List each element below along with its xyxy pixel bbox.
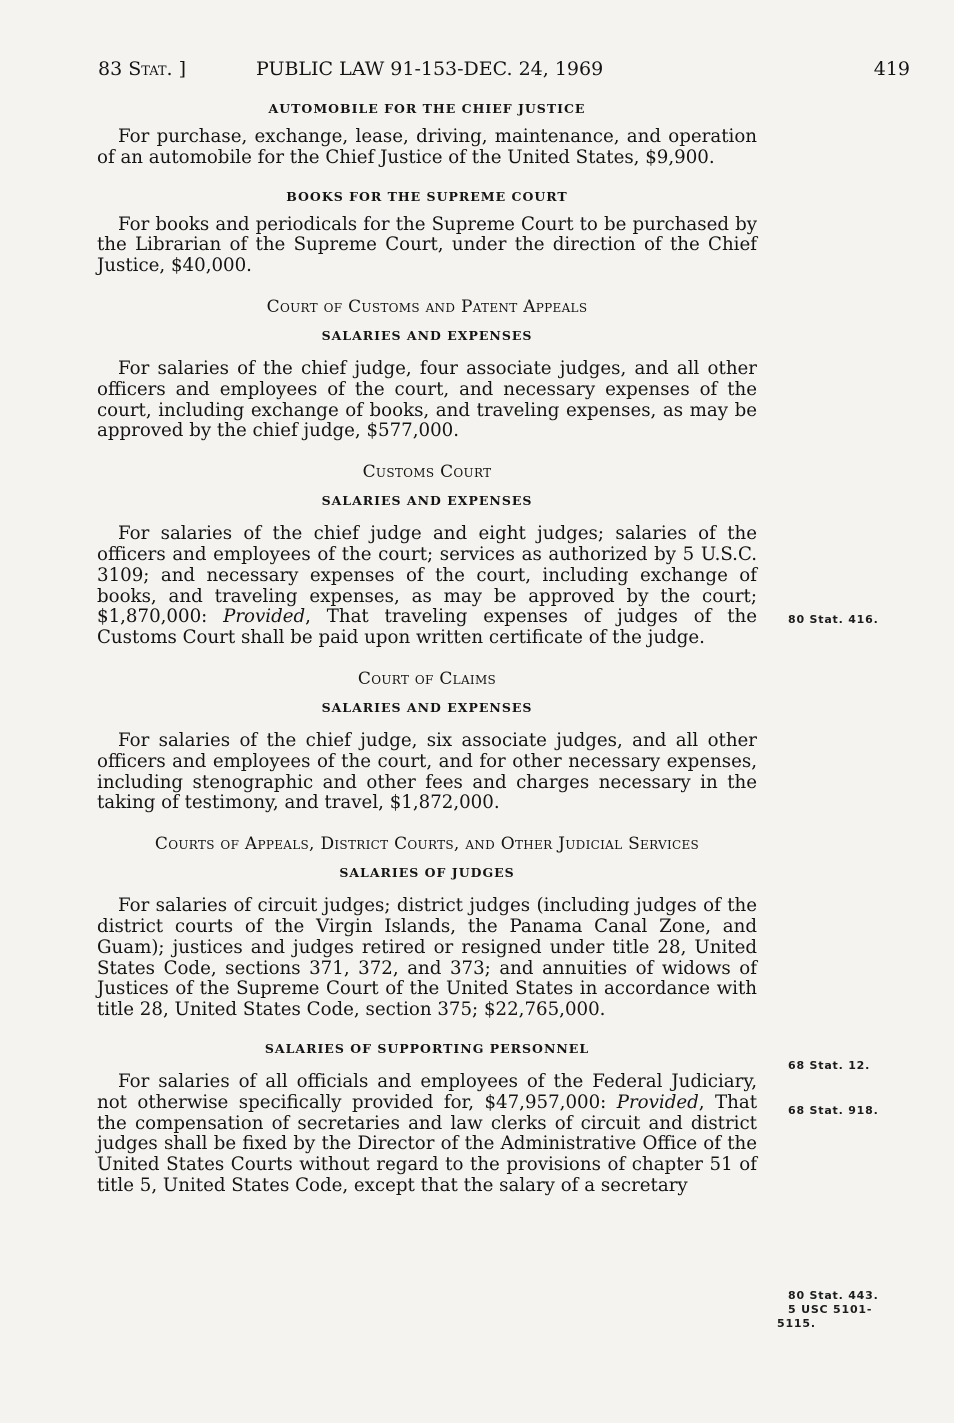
paragraph-text: , That the compensation of secretaries and law clerks of circuit and district judges shall be fixed by the Director of the Administrative Office of the United States Courts without regard to the provisions of chapter 51 of title 5, United States Code, except that the salary of a secretary xyxy=(97,1091,757,1196)
paragraph-text: For salaries of the chief judge and eight judges; salaries of the officers and employees of the court; services as authorized by 5 U.S.C. 3109; and necessary expenses of the court, including exchange of books, and traveling expenses, as may be approved by the court; $1,870,000: xyxy=(97,523,757,628)
section-heading: Court of Claims xyxy=(357,668,497,689)
proviso-word: Provided xyxy=(616,1091,699,1113)
section-heading: Courts of Appeals, District Courts, and Other Judicial Services xyxy=(154,834,700,855)
margin-note: 68 Stat. 12. xyxy=(788,1059,871,1072)
running-title: PUBLIC LAW 91-153-DEC. 24, 1969 xyxy=(256,58,604,80)
section-heading: Court of Customs and Patent Appeals xyxy=(266,296,588,317)
paragraph-text: , That traveling expenses of judges of the Customs Court shall be paid upon written certificate of the judge. xyxy=(97,606,757,649)
margin-note: 80 Stat. 443. xyxy=(788,1289,879,1302)
proviso-word: Provided xyxy=(223,606,306,628)
section-label: AUTOMOBILE FOR THE CHIEF JUSTICE xyxy=(268,101,586,116)
paragraph: For salaries of the chief judge, six associate judges, and all other officers and employees of the court, and for other necessary expenses, including stenographic and other fees and charges necessary in the taking of testimony, and travel, $1,872,000. xyxy=(97,729,757,814)
paragraph-text: For salaries of all officials and employees of the Federal Judiciary, not otherwise specifically provided for, $47,957,000: xyxy=(97,1070,757,1113)
section-label: SALARIES OF SUPPORTING PERSONNEL xyxy=(264,1040,590,1056)
section-heading: Customs Court xyxy=(362,462,492,483)
paragraph xyxy=(97,524,757,649)
section-label: BOOKS FOR THE SUPREME COURT xyxy=(286,188,568,204)
paragraph xyxy=(97,1072,757,1197)
paragraph: For books and periodicals for the Supreme Court to be purchased by the Librarian of the Supreme Court, under the direction of the Chief Justice, $40,000. xyxy=(97,213,757,277)
page-header xyxy=(98,58,910,80)
margin-note: 5115. xyxy=(777,1317,816,1330)
section-label: SALARIES AND EXPENSES xyxy=(321,493,533,509)
section-label: SALARIES AND EXPENSES xyxy=(321,699,533,715)
section-label: SALARIES OF JUDGES xyxy=(339,865,515,881)
page-number: 419 xyxy=(873,58,910,80)
paragraph: For salaries of circuit judges; district judges (including judges of the district courts of the Virgin Islands, the Panama Canal Zone, and Guam); justices and judges retired or resigned under title 28, United States Code, sections 371, 372, and 373; and annuities of widows of Justices of the Supreme Court of the United States in accordance with title 28, United States Code, section 375; $22,765,000. xyxy=(97,895,757,1021)
section-label: SALARIES AND EXPENSES xyxy=(321,327,533,343)
margin-note: 5 USC 5101- xyxy=(788,1303,873,1316)
volume-reference: 83 Stat. ] xyxy=(98,58,187,80)
paragraph: For purchase, exchange, lease, driving, maintenance, and operation of an automobile for the Chief Justice of the United States, $9,900. xyxy=(97,126,757,168)
margin-note: 68 Stat. 918. xyxy=(788,1104,879,1117)
margin-note: 80 Stat. 416. xyxy=(788,613,879,626)
body-text xyxy=(97,100,757,1197)
paragraph: For salaries of the chief judge, four associate judges, and all other officers and employees of the court, and necessary expenses of the court, including exchange of books, and traveling expenses, as may be approved by the chief judge, $577,000. xyxy=(97,357,757,442)
